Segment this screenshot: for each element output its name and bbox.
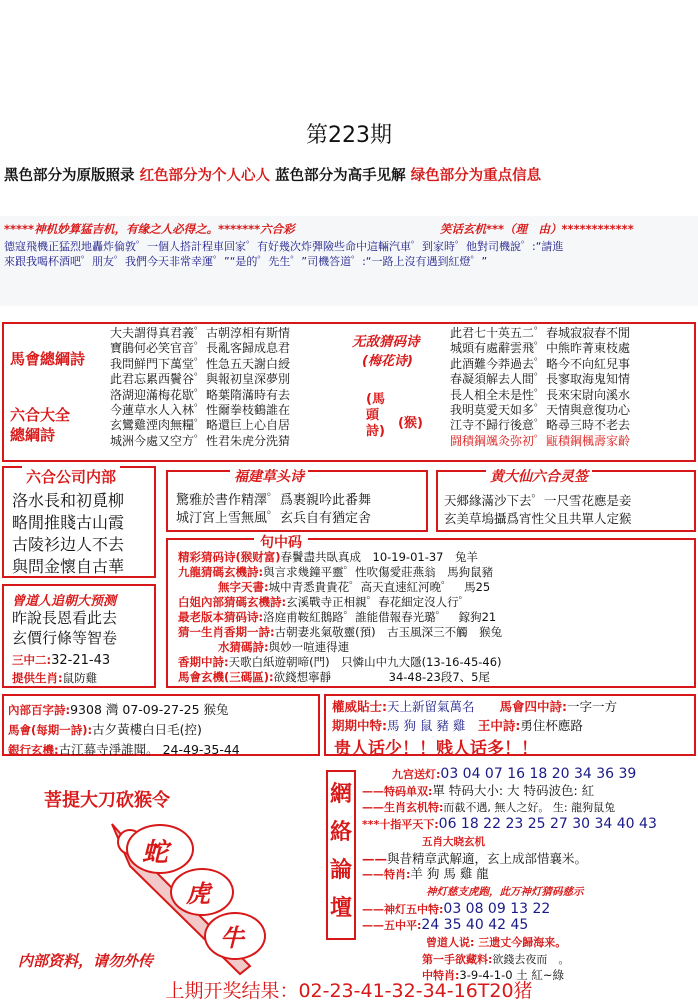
legend-red: 红色部分为个人心人 — [139, 168, 271, 184]
poem-line: 江寺不歸行後意゜略尋三時不老去 — [450, 418, 631, 433]
poem-line: 我問鮮門下萬堂゜性急五天謝白綬 — [110, 356, 291, 371]
company-title: 六合公司内部 — [22, 466, 120, 487]
forum-text: 單 特码大小: 大 特码波色: 紅 — [432, 782, 595, 798]
quanwei-text: 一字一方 — [567, 699, 618, 714]
forum-text: 神灯慈支虎跑，此万神灯猜码慈示 — [426, 885, 584, 898]
poem-line: 此君七十英五二゜春城寂寂春不閒 — [450, 326, 631, 340]
quanwei-text: 勇住杯應路 — [520, 718, 583, 733]
forum-label: ——生肖玄机特: — [362, 801, 444, 815]
huang-title: 黄大仙六合灵签 — [486, 466, 592, 486]
poem-line: 闘積鋼颯灸弥初゜甌積鋼楓壽家齡 — [450, 433, 631, 448]
zengdao-provider-value: 鼠防雞 — [62, 671, 98, 685]
forum-row — [362, 883, 657, 901]
forum-row — [362, 816, 657, 833]
forum-label: ——五中平: — [362, 919, 422, 933]
juzhong-row — [178, 670, 502, 685]
juzhong-text: 洛庭甫鞍紅鵝路゜誰能借報春光璐゜ 鎵狗21 — [263, 610, 497, 624]
joke-line-1: 德寇飛機正猛烈地轟炸倫敦゜一個人搭計程車回家゜有好幾次炸彈險些命中這輛汽車゜到家時゜他對司機說゜:“請進 — [4, 240, 564, 253]
issue-number: 第223期 — [306, 123, 392, 148]
forum-row — [362, 799, 657, 816]
fujian-lines — [176, 492, 371, 528]
forum-rows — [362, 766, 657, 984]
forum-text: 與昔精章武解適，玄上成部惜襄米。 — [387, 850, 588, 866]
poem-line: 長人相全未是性゜長來宋尉向溪水 — [450, 387, 631, 402]
quanwei-label: 期期中特: — [332, 718, 387, 733]
neibu-row — [8, 720, 240, 740]
fujian-line: 驚雅於書作精澤゜爲裹親吟此番舞 — [176, 493, 372, 508]
forum-row — [362, 783, 657, 800]
juzhong-rows — [178, 550, 502, 685]
quanwei-label: 馬會四中詩: — [499, 699, 568, 714]
forum-text: 03 04 07 16 18 20 34 36 39 — [440, 766, 637, 782]
juzhong-row — [178, 640, 502, 655]
poem-left — [110, 326, 290, 449]
forum-row — [362, 917, 657, 934]
company-line: 古陵衫边人不去 — [12, 535, 125, 554]
juzhong-row — [178, 655, 502, 670]
neibu-rows — [8, 700, 240, 760]
zengdao-line: 昨說長恩看此去 — [12, 609, 118, 627]
juzhong-text: 與妙一喧連得連 — [268, 640, 350, 654]
huang-line: 玄美草塢攝爲宵性父且共單人定猴 — [444, 511, 632, 526]
juzhong-row — [178, 595, 502, 610]
forum-text: 欲錢去夜而 。 — [492, 952, 570, 966]
forum-label: ——特码单双: — [362, 784, 433, 798]
zengdao-provider-label: 提供生肖: — [12, 671, 63, 685]
quanwei-row — [332, 697, 617, 716]
legend-green: 绿色部分为重点信息 — [410, 168, 542, 184]
neibu-text: 9308 灣 07-09-27-25 猴兔 — [70, 702, 229, 717]
company-line: 洛水長和初覓柳 — [12, 491, 125, 510]
neibu-label: 銀行玄機: — [8, 743, 59, 757]
zengdao-three-label: 三中二: — [12, 653, 52, 667]
neibu-text: 古江幕寺淨誰聞。 24-49-35-44 — [58, 742, 240, 757]
juzhong-row — [178, 580, 502, 595]
juzhong-label: 九龍猜碼玄機詩: — [178, 565, 264, 579]
poem-box-title-2a: 六合大全 — [10, 406, 71, 424]
color-legend — [4, 164, 541, 185]
forum-row — [362, 866, 657, 883]
forum-text: 06 18 22 23 25 27 30 34 40 43 — [438, 816, 657, 833]
poem-line: 此君忘累西鬢谷゜與報初皇深夢別 — [110, 372, 291, 387]
blade-title: 菩提大刀砍猴令 — [44, 790, 170, 811]
juzhong-text: 春鬢盡共臥真成 10-19-01-37 兔羊 — [280, 550, 478, 564]
forum-text: 曾道人说: 三遗丈今歸海来。 — [426, 936, 567, 950]
zengdao-line: 玄價行條等智卷 — [12, 629, 118, 647]
neibu-label: 內部百字詩: — [8, 703, 71, 717]
juzhong-label: 馬會玄機(三碼區): — [178, 670, 274, 684]
forum-label: ——神灯五中特: — [362, 902, 444, 916]
zengdao-provider — [12, 670, 97, 686]
legend-blue: 蓝色部分为高手见解 — [275, 168, 406, 184]
juzhong-row — [178, 565, 502, 580]
last-draw-result: 上期开奖结果：02-23-41-32-34-16T20猪 — [165, 980, 533, 1002]
animal-3: 牛 — [220, 924, 244, 952]
forum-label: ***十指平天下: — [362, 818, 439, 832]
legend-black: 黑色部分为原版照录 — [4, 168, 135, 184]
juzhong-label: 白姐內部猜碼玄機詩: — [178, 595, 287, 609]
juzhong-text: 玄溪戰寺正相親゜春花細定沒人行゜ — [286, 595, 471, 609]
animal-1: 蛇 — [142, 838, 169, 868]
juzhong-text: 欲錢想寧靜 34-48-23段7、5尾 — [273, 670, 490, 684]
forum-row — [362, 851, 657, 867]
blade-footer: 内部资料，请勿外传 — [18, 952, 154, 970]
juzhong-label: 水猜碼詩: — [218, 640, 269, 654]
joke-header-left: *****神机妙算猛吉机，有缘之人必得之。*******六合彩 — [4, 222, 295, 236]
juzhong-label: 精彩猜码诗(猴财富) — [178, 550, 281, 564]
poem-line: 大夫謂得真君義゜古朝淳相有斯情 — [110, 326, 291, 340]
poem-line: 我明莫愛天如多゜天情與意復功心 — [450, 403, 631, 418]
quanwei-label: 權威貼士: — [332, 699, 387, 714]
poem-line: 春凝須解去人間゜長寥取海鬼知情 — [450, 372, 631, 387]
forum-label: 九宫送灯: — [392, 768, 441, 781]
forum-label: 中特肖: — [422, 969, 460, 983]
forum-row — [362, 951, 657, 968]
forum-text: 羊 狗 馬 雞 龍 — [410, 866, 489, 882]
juzhong-label: 猜一生肖香期一詩: — [178, 625, 275, 639]
mid-title: 无敌猜码诗 — [352, 334, 420, 350]
neibu-label: 馬會(每期一詩): — [8, 723, 93, 737]
juzhong-text: 與言求幾鐘平靈゜性吹傷愛莊燕翁 馬狗鼠豬 — [263, 565, 494, 579]
forum-label: —— — [362, 850, 387, 866]
quanwei-text: 天上新留氣萬名 — [387, 699, 475, 714]
juzhong-title: 句中码 — [254, 532, 308, 552]
poem-line: 此酒難今莽過去゜略今不向紅兒事 — [450, 356, 631, 371]
zengdao-lines — [12, 608, 117, 648]
zengdao-three-value: 32-21-43 — [51, 653, 111, 668]
quanwei-text: 馬 狗 鼠 豬 雞 — [387, 718, 466, 733]
mid-note: (馬 頭 詩) — [366, 392, 385, 439]
forum-text: 而截不遇, 無人之好。 生: 龍狗鼠兔 — [443, 801, 616, 815]
joke-header-right: 笑话玄机***（理 由）************ — [440, 222, 634, 236]
poem-line: 城洲今處又空方゜性君朱虎分洗猜 — [110, 433, 291, 448]
poem-line: 今蓮草水人入林゜性爾拳枝鶴誰在 — [110, 403, 291, 418]
forum-label: ——特肖: — [362, 868, 411, 882]
juzhong-label: 最老版本猜码诗: — [178, 610, 264, 624]
neibu-row — [8, 740, 240, 760]
fujian-title: 福建草头诗 — [230, 466, 308, 486]
juzhong-row — [178, 610, 502, 625]
poem-right — [450, 326, 630, 449]
forum-row — [362, 901, 657, 918]
poem-box-title-2b: 總綱詩 — [10, 426, 56, 444]
animal-2: 虎 — [186, 880, 210, 908]
mid-subtitle: (梅花诗) — [362, 354, 413, 369]
forum-vertical-title: 網絡論壇 — [330, 782, 353, 921]
juzhong-text: 古朝妻兆氣敬靈(預) 古玉風深三不觸 猴兔 — [274, 625, 503, 639]
poem-line: 城頭有處辭雲飛゜中熊昨菁東枝處 — [450, 341, 631, 356]
quanwei-label: 王中詩: — [477, 718, 521, 733]
poem-line: 玄鸞雞湮肉無糧゜略還巨上心自居 — [110, 418, 291, 433]
huang-lines — [444, 492, 632, 528]
forum-text: 五肖大晓玄机 — [422, 835, 485, 848]
zengdao-three — [12, 652, 110, 668]
forum-text: 24 35 40 42 45 — [421, 917, 529, 934]
joke-line-2: 來跟我喝杯酒吧゜朋友゜我們今天非常幸運゜”“是的゜先生゜”司機答道゜:“一路上沒有遇到紅燈゜” — [4, 255, 488, 268]
forum-text: 3-9-4-1-0 土 紅~綠 — [459, 968, 565, 983]
neibu-row — [8, 700, 240, 720]
forum-row — [362, 833, 657, 851]
forum-row — [362, 934, 657, 951]
poem-line: 寶鵑何必笑官音゜長亂客歸成息君 — [110, 341, 291, 356]
quanwei-row — [332, 716, 617, 735]
poem-box-title-1: 馬會總綱詩 — [10, 350, 86, 368]
juzhong-text: 城中青悉貴貴花゜高天直速紅河晚゜ 馬25 — [268, 580, 491, 594]
forum-text: 03 08 09 13 22 — [443, 900, 551, 917]
juzhong-text: 天歌白紙遊朝啼(門) 只憐山中九大隱(13-16-45-46) — [228, 655, 502, 669]
poem-line: 洛湖迎滿梅花歇゜略葉隋滿時有去 — [110, 387, 291, 402]
company-line: 略閒推賤古山霞 — [12, 513, 125, 532]
zengdao-title: 曾道人追朝大预测 — [12, 594, 117, 609]
huang-line: 天郷緣滿沙下去゜一尺雪花應是妾 — [444, 493, 632, 508]
company-lines — [12, 490, 124, 578]
juzhong-label: 香期中詩: — [178, 655, 229, 669]
forum-row — [362, 766, 657, 783]
quanwei-rows — [332, 697, 617, 735]
fujian-line: 城汀宮上雪無風゜玄兵自有猶定舍 — [176, 511, 372, 526]
forum-label: 第一手欲藏料: — [422, 952, 493, 966]
quanwei-slogan: 贵人话少！！贱人话多！！ — [334, 739, 538, 759]
neibu-text: 古夕黃樓白日毛(控) — [92, 722, 202, 737]
juzhong-label: 無字天書: — [218, 580, 269, 594]
juzhong-row — [178, 550, 502, 565]
juzhong-row — [178, 625, 502, 640]
company-line: 與問金懷自古華 — [12, 557, 125, 576]
mid-note-2: (猴) — [398, 416, 423, 431]
